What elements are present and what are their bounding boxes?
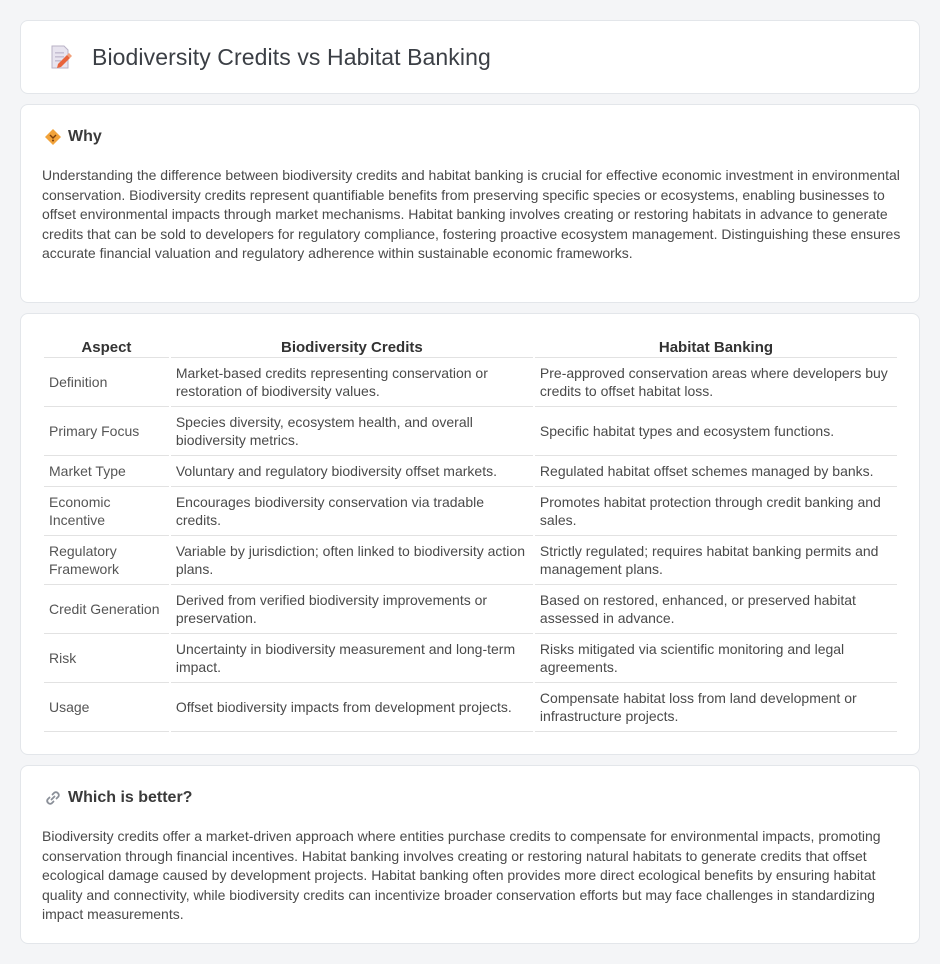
row-banking: Strictly regulated; requires habitat banking permits and management plans.	[535, 536, 897, 585]
row-aspect: Risk	[44, 634, 169, 683]
which-is-better-body: Biodiversity credits offer a market-driven approach where entities purchase credits to compensate for environmental impacts, promoting conservation through financial incentives. Habitat banking involves creating or restoring natural habitats to generate credits that offset ecological damage caused by development projects. Habitat banking often provides more direct ecological benefits by ensuring habitat quality and connectivity, while biodiversity credits can incentivize broader conservation efforts but may face challenges in standardizing impact measurements.	[42, 828, 881, 922]
row-banking: Regulated habitat offset schemes managed by banks.	[535, 456, 897, 487]
table-row	[44, 407, 897, 456]
title-card	[20, 20, 920, 94]
table-row	[44, 585, 897, 634]
row-banking: Specific habitat types and ecosystem functions.	[535, 407, 897, 456]
table-row	[44, 456, 897, 487]
table-row	[44, 683, 897, 732]
why-section	[20, 104, 920, 303]
row-banking: Compensate habitat loss from land development or infrastructure projects.	[535, 683, 897, 732]
row-credits: Encourages biodiversity conservation via tradable credits.	[171, 487, 533, 536]
row-credits: Derived from verified biodiversity improvements or preservation.	[171, 585, 533, 634]
which-is-better-section	[20, 765, 920, 944]
link-icon	[43, 788, 63, 808]
row-credits: Species diversity, ecosystem health, and overall biodiversity metrics.	[171, 407, 533, 456]
row-banking: Based on restored, enhanced, or preserved habitat assessed in advance.	[535, 585, 897, 634]
why-body: Understanding the difference between biodiversity credits and habitat banking is crucial for effective economic investment in environmental conservation. Biodiversity credits represent quantifiable benefits from preserving specific species or ecosystems, enabling businesses to offset environmental impacts through market mechanisms. Habitat banking involves creating or restoring habitats in advance to generate credits that can be sold to developers for regulatory compliance, fostering proactive ecosystem management. Distinguishing these ensures accurate financial valuation and regulatory adherence within sustainable economic frameworks.	[42, 167, 901, 261]
table-header-row	[44, 334, 897, 358]
row-aspect: Definition	[44, 358, 169, 407]
header-aspect: Aspect	[44, 334, 169, 358]
row-aspect: Usage	[44, 683, 169, 732]
row-aspect: Credit Generation	[44, 585, 169, 634]
row-banking: Risks mitigated via scientific monitoring and legal agreements.	[535, 634, 897, 683]
table-row	[44, 634, 897, 683]
why-title: Why	[68, 128, 102, 145]
row-aspect: Market Type	[44, 456, 169, 487]
row-credits: Uncertainty in biodiversity measurement and long-term impact.	[171, 634, 533, 683]
row-credits: Variable by jurisdiction; often linked to biodiversity action plans.	[171, 536, 533, 585]
row-banking: Promotes habitat protection through credit banking and sales.	[535, 487, 897, 536]
row-credits: Offset biodiversity impacts from development projects.	[171, 683, 533, 732]
page-title: Biodiversity Credits vs Habitat Banking	[92, 44, 491, 70]
row-banking: Pre-approved conservation areas where developers buy credits to offset habitat loss.	[535, 358, 897, 407]
diamond-warning-icon	[43, 127, 63, 147]
row-credits: Voluntary and regulatory biodiversity offset markets.	[171, 456, 533, 487]
header-habitat-banking: Habitat Banking	[535, 334, 897, 358]
comparison-section	[20, 313, 920, 755]
document-pencil-icon	[46, 43, 74, 71]
table-row	[44, 487, 897, 536]
row-credits: Market-based credits representing conservation or restoration of biodiversity values.	[171, 358, 533, 407]
table-row	[44, 536, 897, 585]
row-aspect: Primary Focus	[44, 407, 169, 456]
comparison-table	[42, 334, 899, 732]
row-aspect: Regulatory Framework	[44, 536, 169, 585]
table-row	[44, 358, 897, 407]
which-is-better-title: Which is better?	[68, 789, 193, 806]
row-aspect: Economic Incentive	[44, 487, 169, 536]
header-biodiversity-credits: Biodiversity Credits	[171, 334, 533, 358]
